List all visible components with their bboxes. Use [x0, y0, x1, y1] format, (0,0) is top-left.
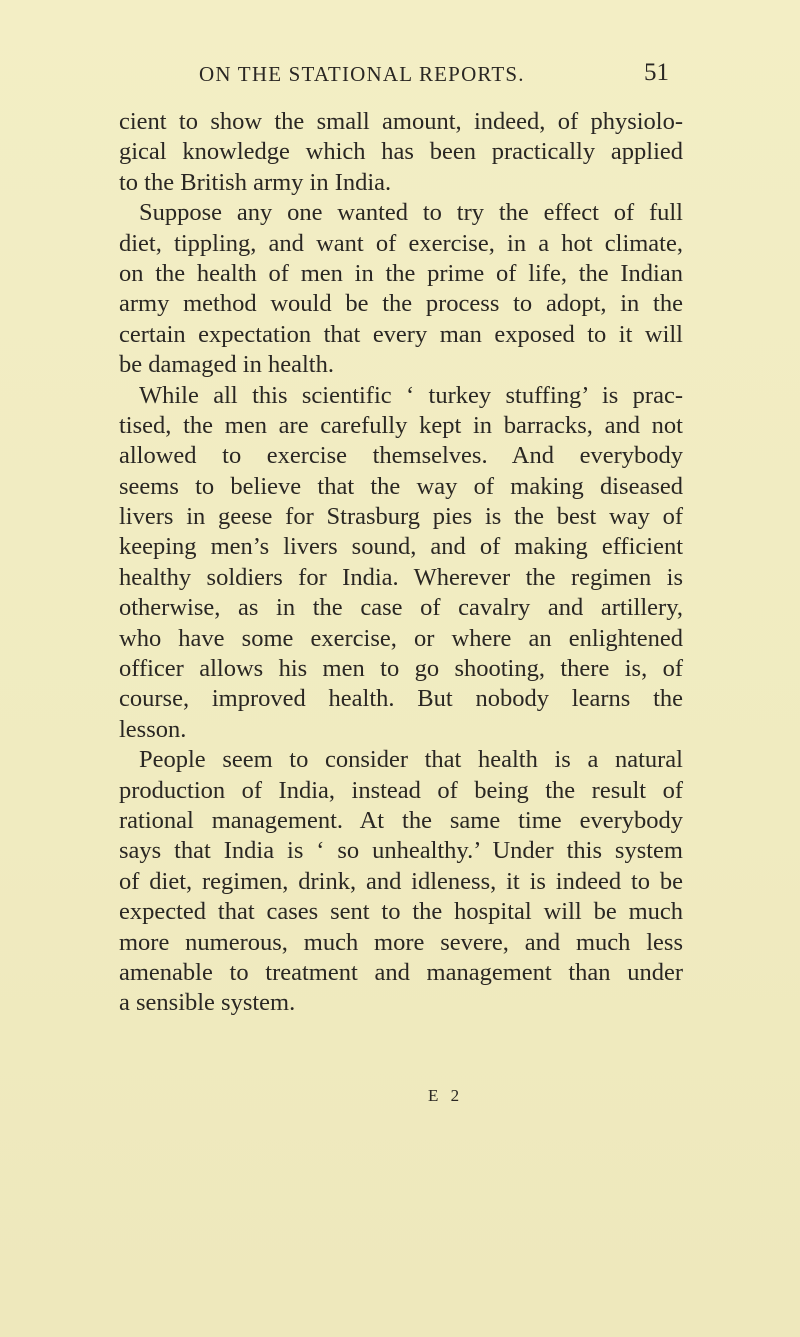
text-line: seems to believe that the way of making diseased — [119, 472, 683, 500]
text-line: amenable to treatment and management than under — [119, 958, 683, 986]
text-line: more numerous, much more severe, and much less — [119, 928, 683, 956]
text-line: livers in geese for Strasburg pies is the best way of — [119, 503, 683, 531]
text-line: allowed to exercise themselves. And everybody — [119, 442, 683, 470]
text-line: of diet, regimen, drink, and idleness, it is indeed to be — [119, 867, 683, 895]
text-line: otherwise, as in the case of cavalry and artillery, — [119, 594, 683, 622]
running-head — [199, 60, 669, 88]
text-line: rational management. At the same time everybody — [119, 806, 683, 834]
paragraph-start-line: While all this scientific ‘ turkey stuffing’ is prac- — [139, 381, 683, 409]
text-line: officer allows his men to go shooting, there is, of — [119, 655, 683, 683]
text-line: army method would be the process to adopt, in the — [119, 290, 683, 318]
text-line: lesson. — [119, 715, 187, 743]
body-text — [119, 107, 683, 1019]
text-line: diet, tippling, and want of exercise, in a hot climate, — [119, 229, 683, 257]
text-line: keeping men’s livers sound, and of making efficient — [119, 533, 683, 561]
text-line: cient to show the small amount, indeed, of physiolo- — [119, 108, 683, 135]
text-line: certain expectation that every man exposed to it will — [119, 320, 683, 348]
text-line: course, improved health. But nobody learns the — [119, 685, 683, 713]
paragraph-start-line: People seem to consider that health is a natural — [139, 746, 683, 774]
signature-mark: E 2 — [428, 1086, 464, 1105]
text-line: healthy soldiers for India. Wherever the regimen is — [119, 563, 683, 591]
text-line: gical knowledge which has been practically applied — [119, 138, 683, 166]
text-line: expected that cases sent to the hospital will be much — [119, 898, 683, 926]
page-number: 51 — [644, 59, 669, 86]
running-title: ON THE STATIONAL REPORTS. — [199, 62, 525, 86]
text-line: on the health of men in the prime of life, the Indian — [119, 259, 683, 287]
text-line: be damaged in health. — [119, 351, 334, 379]
text-line: to the British army in India. — [119, 168, 392, 196]
text-line: who have some exercise, or where an enlightened — [119, 624, 683, 652]
text-line: production of India, instead of being the result of — [119, 776, 683, 804]
text-line: a sensible system. — [119, 989, 296, 1017]
text-line: tised, the men are carefully kept in barracks, and not — [119, 411, 683, 439]
text-line: says that India is ‘ so unhealthy.’ Under this system — [119, 837, 683, 865]
paragraph-start-line: Suppose any one wanted to try the effect of full — [139, 199, 683, 227]
